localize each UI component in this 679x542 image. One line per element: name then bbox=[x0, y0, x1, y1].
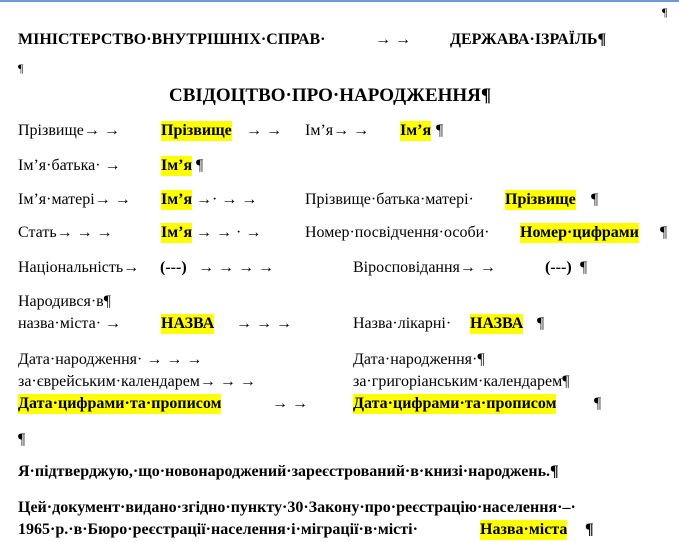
id-number-field[interactable]: Номер·цифрами bbox=[520, 224, 639, 241]
hebrew-dob-field[interactable]: Дата·цифрами·та·прописом bbox=[18, 395, 222, 412]
tab-marks: →· → → bbox=[196, 191, 258, 208]
name-field[interactable]: Ім’я bbox=[400, 122, 432, 139]
top-border bbox=[0, 0, 679, 2]
state-heading: ДЕРЖАВА·ІЗРАЇЛЬ¶ bbox=[450, 31, 607, 48]
name-label: Ім’я→ → bbox=[305, 122, 370, 139]
tab-marks: → → bbox=[272, 395, 308, 412]
issued-statement-line1: Цей·документ·видано·згідно·пункту·30·Закону·про·реєстрацію·населення·–· bbox=[18, 499, 576, 516]
gregorian-dob-label: Дата·народження·¶ bbox=[353, 351, 485, 368]
hospital-name-label: Назва·лікарні· bbox=[353, 315, 452, 332]
father-name-label: Ім’я·батька· → bbox=[18, 157, 121, 174]
pilcrow-mark: ¶ bbox=[196, 157, 204, 174]
sex-label: Стать→ → → bbox=[18, 224, 113, 241]
tab-marks: → → · → bbox=[196, 224, 262, 241]
pilcrow-mark: ¶ bbox=[594, 395, 602, 412]
issued-city-field[interactable]: Назва·міста bbox=[480, 521, 568, 538]
gregorian-dob-field[interactable]: Дата·цифрами·та·прописом bbox=[353, 395, 557, 412]
mother-name-label: Ім’я·матері→ → bbox=[18, 191, 131, 208]
pilcrow-mark: ¶ bbox=[18, 431, 26, 448]
religion-field[interactable]: (---) bbox=[545, 259, 572, 276]
city-name-field[interactable]: НАЗВА bbox=[161, 315, 215, 332]
hebrew-calendar-label: за·єврейським·календарем→ → → bbox=[18, 373, 256, 390]
pilcrow-mark: ¶ bbox=[585, 521, 594, 538]
header-tab-marks: → → bbox=[375, 31, 411, 48]
pilcrow-mark: ¶ bbox=[580, 259, 588, 276]
issued-statement-line2: 1965·р.·в·Бюро·реєстрації·населення·і·міграції·в·місті· bbox=[18, 521, 418, 538]
city-name-label: назва·міста· → bbox=[18, 315, 122, 332]
sex-field[interactable]: Ім’я bbox=[161, 224, 193, 241]
gregorian-calendar-label: за·григоріанським·календарем¶ bbox=[353, 373, 570, 390]
mother-father-surname-field[interactable]: Прізвище bbox=[505, 191, 576, 208]
mother-father-surname-label: Прізвище·батька·матері· bbox=[305, 191, 474, 208]
tab-marks: → → → bbox=[236, 315, 292, 332]
tab-marks: → → bbox=[246, 122, 282, 139]
id-number-label: Номер·посвідчення·особи· bbox=[305, 224, 490, 241]
confirmation-statement: Я·підтверджую,·що·новонароджений·зареєстрований·в·книзі·народжень.¶ bbox=[18, 463, 559, 480]
surname-label: Прізвище→ → bbox=[18, 122, 120, 139]
religion-label: Віросповідання→ → bbox=[353, 259, 496, 276]
surname-field[interactable]: Прізвище bbox=[161, 122, 232, 139]
tab-marks: → → → → bbox=[198, 259, 274, 276]
pilcrow-mark: ¶ bbox=[18, 61, 24, 75]
mother-name-field[interactable]: Ім’я bbox=[161, 191, 193, 208]
born-in-label: Народився·в¶ bbox=[18, 293, 111, 310]
hospital-name-field[interactable]: НАЗВА bbox=[470, 315, 524, 332]
pilcrow-mark: ¶ bbox=[591, 191, 599, 208]
pilcrow-mark: ¶ bbox=[662, 5, 668, 19]
pilcrow-mark: ¶ bbox=[436, 122, 444, 139]
father-name-field[interactable]: Ім’я bbox=[161, 157, 193, 174]
nationality-label: Національність→ bbox=[18, 259, 140, 276]
document-title: СВІДОЦТВО·ПРО·НАРОДЖЕННЯ¶ bbox=[169, 85, 492, 106]
hebrew-dob-label: Дата·народження· → → → bbox=[18, 351, 203, 368]
nationality-field[interactable]: (---) bbox=[160, 259, 187, 276]
pilcrow-mark: ¶ bbox=[660, 224, 668, 241]
ministry-heading: МІНІСТЕРСТВО·ВНУТРІШНІХ·СПРАВ· bbox=[18, 31, 326, 48]
pilcrow-mark: ¶ bbox=[537, 315, 545, 332]
